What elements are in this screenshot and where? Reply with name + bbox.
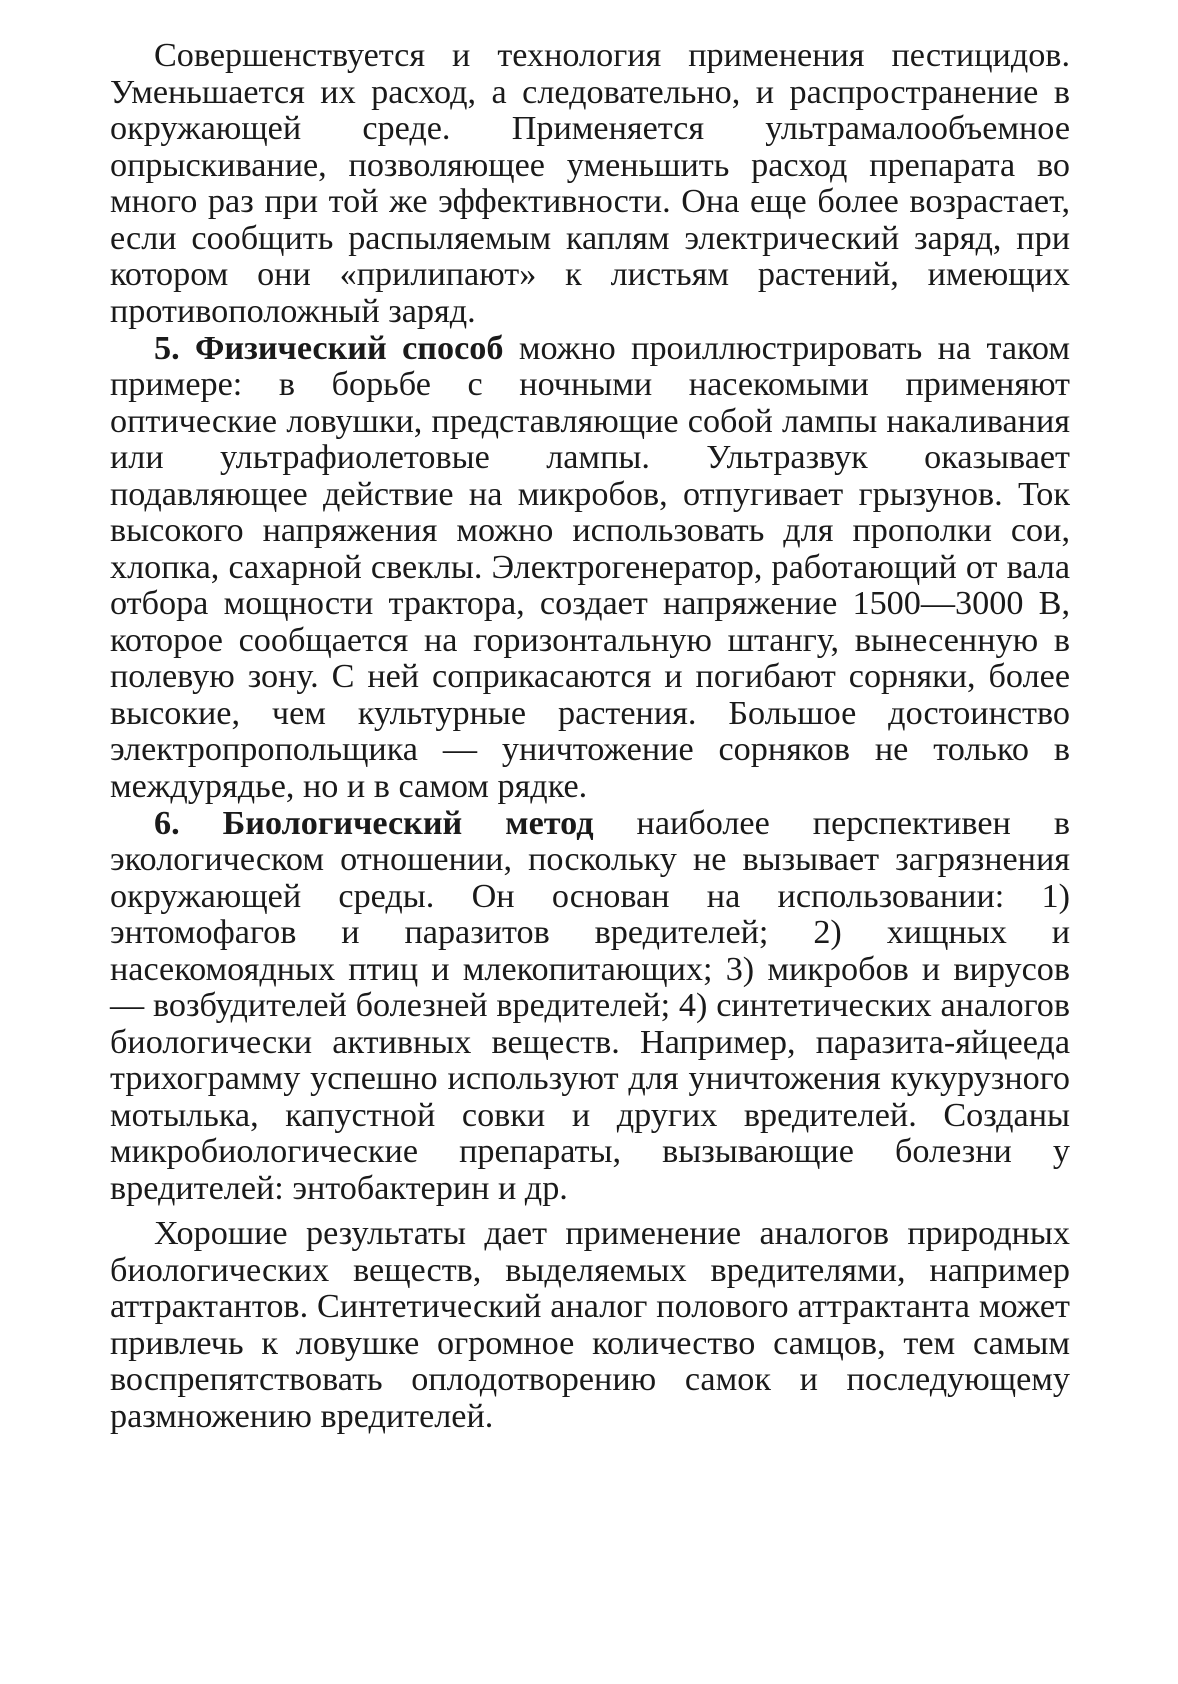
paragraph-lead-physical-method: 5. Физический способ — [154, 329, 504, 367]
paragraph-text: Совершенствуется и технология применения пестицидов. Уменьшается их расход, а следовательно, и распространение в окружающей среде. Применяется ультрамалообъемное опрыскивание, позволяющее уменьшить расход препарата во много раз при той же эффективности. Она еще более возрастает, если сообщить распыляемым каплям электрический заряд, при котором они «прилипают» к листьям растений, имеющих противоположный заряд. — [110, 37, 1070, 330]
paragraph-biological-method — [110, 806, 1070, 1208]
paragraph-physical-method — [110, 331, 1070, 806]
document-page — [110, 38, 1070, 1435]
paragraph-text: Хорошие результаты дает применение аналогов природных биологических веществ, выделяемых вредителями, например аттрактантов. Синтетический аналог полового аттрактанта может привлечь к ловушке огромное количество самцов, тем самым воспрепятствовать оплодотворению самок и последующему размножению вредителей. — [110, 1215, 1070, 1435]
paragraph-lead-biological-method: 6. Биологический метод — [154, 804, 594, 842]
paragraph-text: можно проиллюстрировать на таком примере: в борьбе с ночными насекомыми применяют оптические ловушки, представляющие собой лампы накаливания или ультрафиолетовые лампы. Ультразвук оказывает подавляющее действие на микробов, отпугивает грызунов. Ток высокого напряжения можно использовать для прополки сои, хлопка, сахарной свеклы. Электрогенератор, работающий от вала отбора мощности трактора, создает напряжение 1500—3000 В, которое сообщается на горизонтальную штангу, вынесенную в полевую зону. С ней соприкасаются и погибают сорняки, более высокие, чем культурные растения. Большое достоинство электропропольщика — уничтожение сорняков не только в междурядье, но и в самом рядке. — [110, 329, 1070, 805]
paragraph-attractants — [110, 1216, 1070, 1435]
paragraph-text: наиболее перспективен в экологическом отношении, поскольку не вызывает загрязнения окружающей среды. Он основан на использовании: 1) энтомофагов и паразитов вредителей; 2) хищных и насекомоядных птиц и млекопитающих; 3) микробов и вирусов — возбудителей болезней вредителей; 4) синтетических аналогов биологически активных веществ. Например, паразита-яйцееда трихограмму успешно используют для уничтожения кукурузного мотылька, капустной совки и других вредителей. Созданы микробиологические препараты, вызывающие болезни у вредителей: энтобактерин и др. — [110, 804, 1070, 1207]
paragraph-pesticide-technology — [110, 38, 1070, 330]
